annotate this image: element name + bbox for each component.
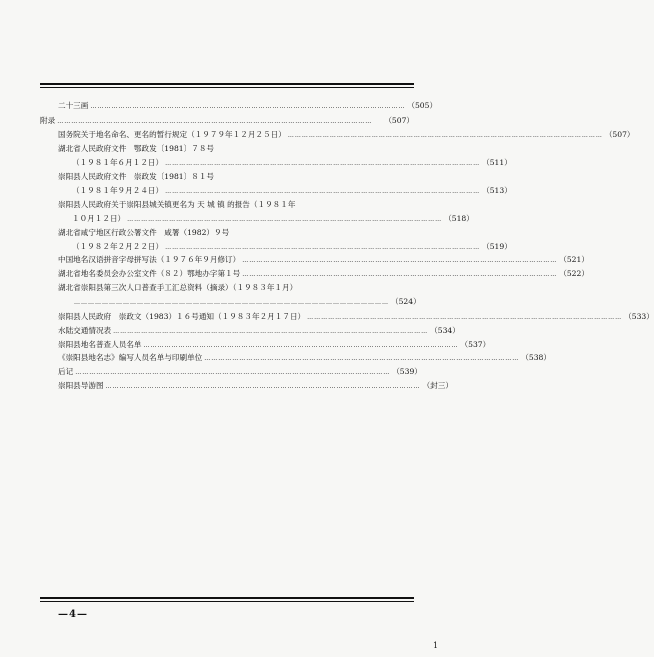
toc-entry: 国务院关于地名命名、更名的暂行规定（１９７９年１２月２５日） ……………………………………………………………………………………………………………………… （507） — [58, 130, 635, 139]
toc-entry: 湖北省咸宁地区行政公署文件 咸署（1982）９号 — [58, 228, 230, 237]
toc-entry: （１９８１年９月２４日） ……………………………………………………………………………………………………………………… （513） — [72, 186, 512, 195]
toc-entry: （１９８２年２月２２日） ……………………………………………………………………………………………………………………… （519） — [72, 242, 512, 251]
toc-entry: 崇阳县人民政府关于崇阳县城关镇更名为 天 城 镇 的报告（１９８１年 — [58, 200, 296, 209]
toc-entry: 水陆交通情况表 ……………………………………………………………………………………………………………………… （534） — [58, 326, 460, 335]
toc-entry: 崇阳县地名普查人员名单 ……………………………………………………………………………………………………………………… （537） — [58, 340, 491, 349]
corner-mark: 1 — [433, 641, 439, 650]
toc-entry: 二十三画 ……………………………………………………………………………………………………………………… （505） — [58, 101, 438, 110]
bottom-rule-thin — [40, 601, 414, 602]
toc-entry: ……………………………………………………………………………………………………………………… （524） — [74, 297, 421, 306]
toc-entry: 湖北省地名委员会办公室文件（８２）鄂地办字第１号 ……………………………………………………………………………………………………………………… （522） — [58, 269, 589, 278]
top-rule — [40, 83, 414, 85]
toc-entry: 《崇阳县地名志》编写人员名单与印刷单位 ……………………………………………………………………………………………………………………… （538） — [58, 353, 551, 362]
toc-entry: 湖北省崇阳县第三次人口普查手工汇总资料（摘录）（１９８３年１月） — [58, 283, 298, 292]
toc-entry: 崇阳县人民政府文件 崇政发〔1981〕８１号 — [58, 172, 215, 181]
toc-entry: 附录 ……………………………………………………………………………………………………………………… （507） — [40, 116, 414, 125]
bottom-rule — [40, 597, 414, 599]
toc-entry: 中国地名汉语拼音字母拼写法（１９７６年９月修订） ……………………………………………………………………………………………………………………… （521） — [58, 255, 589, 264]
toc-entry: 后记 ……………………………………………………………………………………………………………………… （539） — [58, 367, 422, 376]
top-rule-thin — [40, 87, 414, 88]
toc-entry: １０月１２日） ……………………………………………………………………………………………………………………… （518） — [72, 214, 474, 223]
toc-entry: 湖北省人民政府文件 鄂政发〔1981〕７８号 — [58, 144, 215, 153]
toc-entry: 崇阳县导游图 ……………………………………………………………………………………………………………………… （封三） — [58, 381, 453, 390]
toc-entry: 崇阳县人民政府 崇政文（1983）１６号通知（１９８３年２月１７日） ……………………………………………………………………………………………………………………… （533） — [58, 312, 654, 321]
page-number: —4— — [58, 609, 88, 620]
toc-entry: （１９８１年６月１２日） ……………………………………………………………………………………………………………………… （511） — [72, 158, 512, 167]
